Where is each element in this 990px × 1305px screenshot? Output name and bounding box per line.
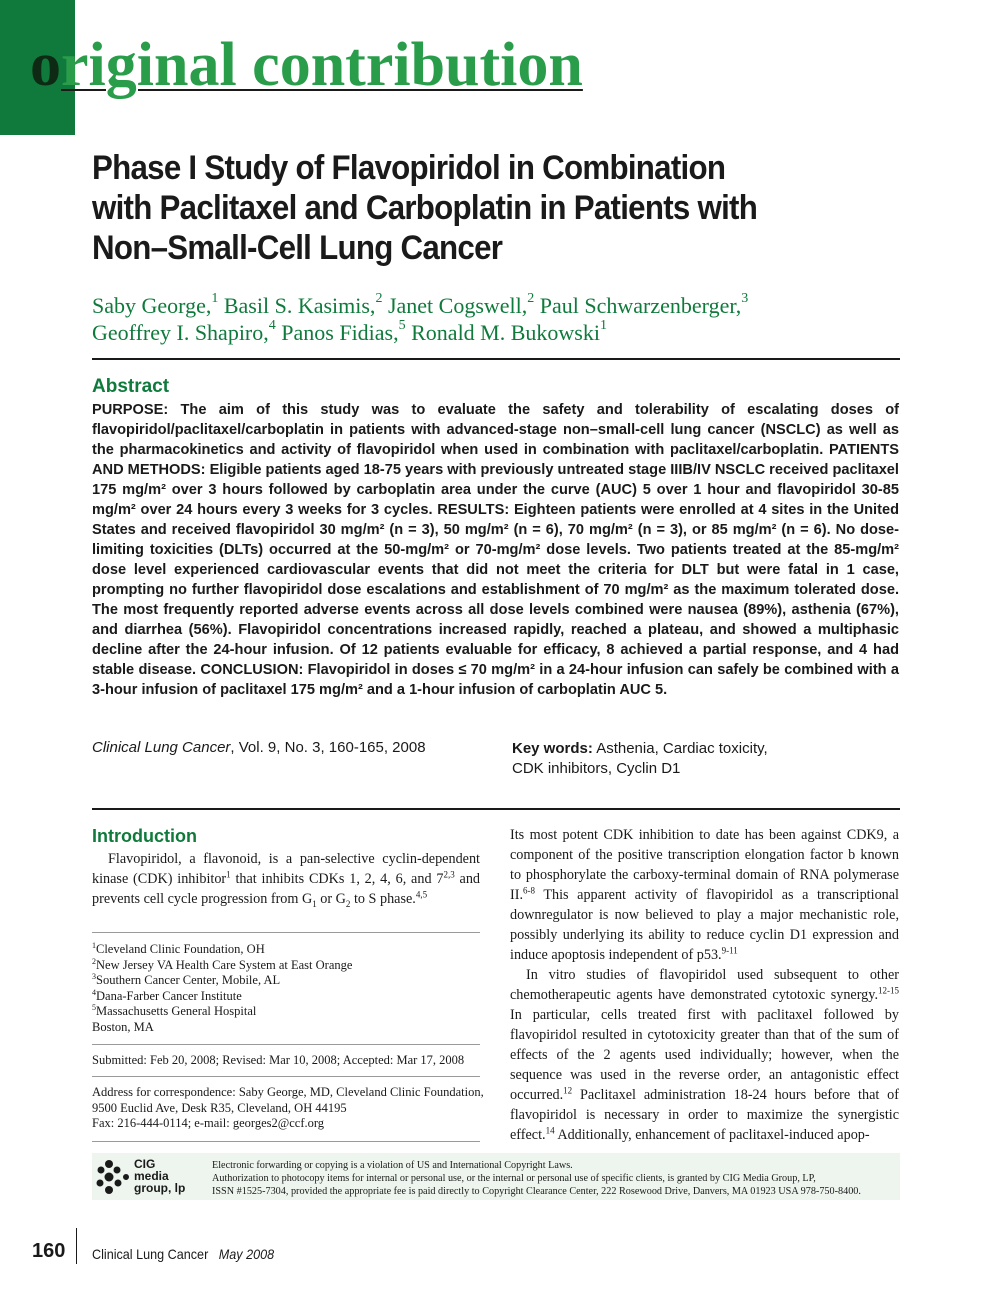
purpose-text: The aim of this study was to evaluate the safety and tolerability of escalating doses of flavopiridol/paclitaxel/carboplatin in patients with advanced-stage non–small-cell lung cancer (NSCLC) as well as the pharmacokinetics and activity of flavopiridol when used in combination with paclitaxel/carboplatin. — [92, 402, 899, 458]
publisher-line: media — [134, 1169, 169, 1183]
affiliation: $^3$Southern Cancer Center, Mobile, AL — [92, 972, 281, 988]
author-line-2 — [92, 319, 912, 346]
article-title: Phase I Study of Flavopiridol in Combination with Paclitaxel and Carboplatin in Patients with Non–Small-Cell Lung Cancer — [92, 149, 758, 267]
publisher-line: CIG — [134, 1157, 156, 1171]
author-affil-sup: 4 — [268, 318, 276, 333]
citation-details: , Vol. 9, No. 3, 160-165, 2008 — [230, 739, 426, 756]
keywords-line-1: Asthenia, Cardiac toxicity, — [596, 740, 768, 757]
copyright-line: Electronic forwarding or copying is a violation of US and International Copyright Laws. — [212, 1160, 573, 1171]
body-paragraph: In vitro studies of flavopiridol used subsequent to other chemotherapeutic agents have demonstrated cytotoxic synergy.$^{12-15}$ In particular, cells treated first with paclitaxel followed by flavopiridol resulted in cytotoxicity greater than that of the sum of effects of the 2 agents used individually; however, when the sequence was used in the reverse order, an antagonistic effect occurred.$^{12}$ Paclitaxel administration 18-24 hours before that of flavopiridol is necessary in order to maximize the synergistic effect.$^{14}$ Additionally, enhancement of paclitaxel-induced apop- — [510, 967, 899, 1143]
submission-divider-bottom — [92, 1076, 480, 1077]
conclusion-text: Flavopiridol in doses ≤ 70 mg/m² in a 24-hour infusion can safely be combined with a 3-hour infusion of paclitaxel 175 mg/m² and a 1-hour infusion of carboplatin AUC 5. — [92, 662, 899, 698]
affiliation: $^1$Cleveland Clinic Foundation, OH — [92, 941, 265, 956]
author-affil-sup: 1 — [599, 318, 607, 333]
author-affil-sup: 1 — [211, 291, 219, 306]
abstract-heading: Abstract — [92, 376, 170, 397]
author: Janet Cogswell, — [387, 293, 528, 318]
section-banner-initial: o — [30, 31, 61, 99]
abstract-body — [92, 400, 899, 700]
footer-journal: Clinical Lung Cancer — [92, 1246, 209, 1262]
affiliation-divider — [92, 932, 480, 933]
author-affil-sup: 5 — [398, 318, 406, 333]
correspondence-line: Address for correspondence: Saby George, MD, Cleveland Clinic Foundation, — [92, 1085, 484, 1099]
footer-divider — [76, 1228, 77, 1264]
copyright-notice — [212, 1159, 902, 1198]
copyright-line: ISSN #1525-7304, provided the appropriate fee is paid directly to Copyright Clearance Center, 222 Rosewood Drive, Danvers, MA 01923 USA 978-750-8400. — [212, 1186, 861, 1197]
intro-paragraph-1: Flavopiridol, a flavonoid, is a pan-selective cyclin-dependent kinase (CDK) inhibitor$^1$ that inhibits CDKs 1, 2, 4, 6, and 7$^{2,3}$ and prevents cell cycle progression from $G_1$ or $G_2$ to S phase.$^{4,5}$ — [92, 851, 481, 909]
keywords-label: Key words: — [512, 740, 593, 757]
section-banner — [30, 30, 583, 105]
conclusion-label: CONCLUSION: — [200, 662, 304, 678]
citation-journal: Clinical Lung Cancer — [92, 739, 231, 756]
affiliation: $^5$Massachusetts General Hospital — [92, 1003, 257, 1019]
keywords — [512, 739, 842, 779]
header-divider — [92, 358, 900, 360]
author: Saby George, — [92, 293, 212, 318]
footer-date: May 2008 — [218, 1246, 275, 1262]
author: Panos Fidias, — [281, 320, 399, 345]
results-text: Eighteen patients were enrolled at 4 sites in the United States and received flavopiridol 30 mg/m² (n = 3), 50 mg/m² (n = 6), 70 mg/m² (n = 3), or 85 mg/m² (n = 6). No dose-limiting toxicities (DLTs) occurred at the 50-mg/m² or 70-mg/m² dose levels. Two patients treated at the 85-mg/m² dose level experienced cardiovascular events that did not meet the criteria for DLT but were fatal in 1 case, prompting no further flavopiridol dose escalations and establishment of 70 mg/m² as the maximum tolerated dose. The most frequently reported adverse events across all dose levels combined were nausea (89%), asthenia (67%), and diarrhea (56%). Flavopiridol concentrations increased rapidly, reached a plateau, and showed a multiphasic decline after the 24-hour infusion. Of 12 patients evaluable for efficacy, 8 achieved a partial response, and 4 had stable disease. — [92, 502, 899, 678]
correspondence-line: Fax: 216-444-0114; e-mail: georges2@ccf.org — [92, 1116, 325, 1131]
page-number: 160 — [32, 1240, 66, 1262]
introduction-heading: Introduction — [92, 826, 197, 846]
right-column-text — [510, 825, 899, 1145]
publisher-name — [134, 1158, 185, 1194]
author-affil-sup: 2 — [527, 291, 535, 306]
submission-divider-top — [92, 1044, 480, 1045]
author-affil-sup: 3 — [741, 291, 749, 306]
author-line-1 — [92, 292, 912, 319]
author: Paul Schwarzenberger, — [539, 293, 742, 318]
correspondence-divider — [92, 1141, 480, 1142]
publisher-line: group, lp — [134, 1181, 186, 1195]
methods-text: Eligible patients aged 18-75 years with previously untreated stage IIIB/IV NSCLC received paclitaxel 175 mg/m² over 3 hours followed by carboplatin area under the curve (AUC) 5 over 1 hour and flavopiridol 30-85 mg/m² over 24 hours every 3 weeks for 3 cycles. — [92, 462, 899, 518]
methods-label: PATIENTS AND METHODS: — [92, 442, 899, 478]
copyright-line: Authorization to photocopy items for internal or personal use, or the internal or personal use of specific clients, is granted by CIG Media Group, LP, — [212, 1173, 816, 1184]
affiliations — [92, 942, 482, 1036]
results-label: RESULTS: — [437, 502, 510, 518]
body-paragraph: Its most potent CDK inhibition to date has been against CDK9, a component of the positive transcription elongation factor b known to phosphorylate the carboxy-terminal domain of RNA polymerase II.$^{6-8}$ This apparent activity of flavopiridol as a transcriptional downregulator is now believed to play a major mechanistic role, possibly underlying its ability to reduce cyclin D1 expression and induce apoptosis independent of p53.$^{9-11}$ — [510, 827, 899, 963]
affiliation: Boston, MA — [92, 1019, 154, 1034]
submission-dates: Submitted: Feb 20, 2008; Revised: Mar 10, 2008; Accepted: Mar 17, 2008 — [92, 1053, 465, 1067]
left-column-text — [92, 849, 480, 909]
keywords-line-2: CDK inhibitors, Cyclin D1 — [512, 760, 681, 777]
section-banner-label: riginal contribution — [61, 31, 583, 99]
running-footer — [92, 1246, 274, 1262]
affiliation: $^2$New Jersey VA Health Care System at East Orange — [92, 956, 353, 972]
abstract-divider — [92, 808, 900, 810]
author: Ronald M. Bukowski — [411, 320, 600, 345]
correspondence-line: 9500 Euclid Ave, Desk R35, Cleveland, OH 44195 — [92, 1100, 347, 1115]
author: Geoffrey I. Shapiro, — [92, 320, 269, 345]
affiliation: $^4$Dana-Farber Cancer Institute — [92, 987, 242, 1003]
correspondence — [92, 1085, 484, 1132]
journal-citation — [92, 739, 426, 756]
purpose-label: PURPOSE: — [92, 402, 169, 418]
author-list — [92, 292, 912, 346]
author: Basil S. Kasimis, — [223, 293, 376, 318]
author-affil-sup: 2 — [375, 291, 383, 306]
